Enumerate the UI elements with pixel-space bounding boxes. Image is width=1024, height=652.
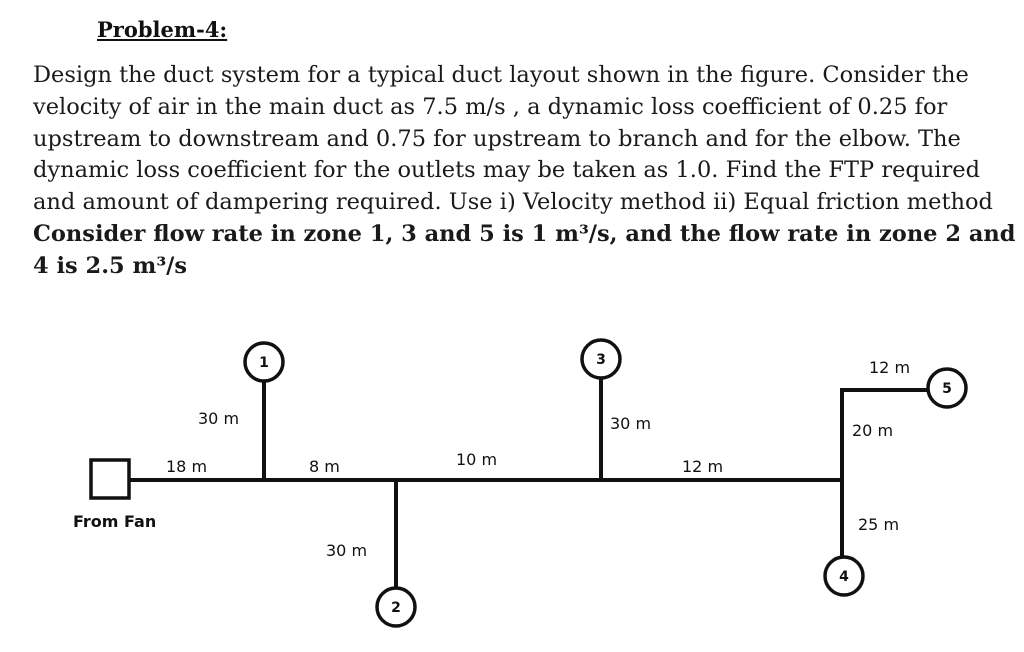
outlet-1-label: 1 [259,355,269,371]
outlet-2-label: 2 [391,600,401,616]
outlet-4-label: 4 [839,569,849,585]
outlet-3-label: 3 [596,352,606,368]
length-branch1-up: 30 m [198,409,240,428]
length-end-right: 12 m [869,358,911,377]
fan-label: From Fan [73,512,157,531]
length-branch2-down: 30 m [326,541,368,560]
length-end-up: 20 m [852,421,894,440]
statement-line-5: and amount of dampering required. Use i) Velocity method ii) Equal friction method [33,189,993,216]
length-branch1-to-branch2: 8 m [309,457,340,476]
outlet-5-label: 5 [942,381,952,397]
length-end-down: 25 m [858,515,900,534]
statement-line-2: velocity of air in the main duct as 7.5 m/s , a dynamic loss coefficient of 0.25 for [33,93,948,120]
length-branch2-to-branch3: 10 m [456,450,498,469]
problem-title: Problem-4: [97,17,228,42]
flow-rate-line-2: 4 is 2.5 m³/s [33,252,188,279]
statement-line-3: upstream to downstream and 0.75 for upstream to branch and for the elbow. The [33,125,961,152]
length-branch3-up: 30 m [610,414,652,433]
length-fan-to-branch1: 18 m [166,457,208,476]
flow-rate-line-1: Consider flow rate in zone 1, 3 and 5 is 1 m³/s, and the flow rate in zone 2 and [33,220,1016,247]
length-branch3-to-end: 12 m [682,457,724,476]
statement-line-1: Design the duct system for a typical duct layout shown in the figure. Consider the [33,62,969,88]
statement-line-4: dynamic loss coefficient for the outlets may be taken as 1.0. Find the FTP required [33,157,980,184]
fan-box [91,460,129,498]
